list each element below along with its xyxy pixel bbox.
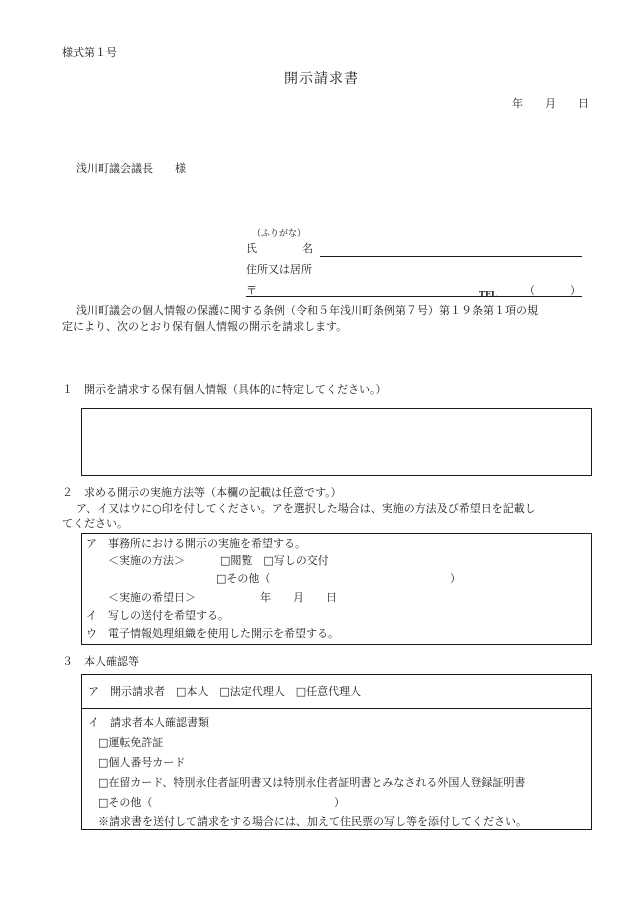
docs-heading: イ 請求者本人確認書類	[88, 716, 209, 729]
intro-line-1: 浅川町議会の個人情報の保護に関する条例（令和５年浅川町条例第７号）第１９条第１項の規	[76, 304, 538, 317]
postal-mark: 〒	[246, 284, 257, 297]
name-label-1: 氏	[246, 242, 257, 255]
option-a[interactable]: ア 事務所における開示の実施を希望する。	[86, 537, 306, 550]
method-choices[interactable]: □閲覧 □写しの交付	[220, 554, 329, 567]
doc-drivers-license[interactable]: □運転免許証	[98, 736, 164, 749]
doc-residence-card[interactable]: □在留カード、特別永住者証明書又は特別永住者証明書とみなされる外国人登録証明書	[98, 776, 526, 789]
option-i[interactable]: イ 写しの送付を希望する。	[86, 609, 229, 622]
option-u[interactable]: ウ 電子情報処理組織を使用した開示を希望する。	[86, 627, 339, 640]
doc-other[interactable]: □その他（	[98, 796, 153, 809]
date-value[interactable]: 年 月 日	[260, 591, 337, 604]
info-request-box[interactable]	[81, 408, 592, 476]
identity-note: ※請求書を送付して請求をする場合には、加えて住民票の写し等を添付してください。	[98, 815, 527, 828]
requester-row[interactable]: ア 開示請求者 □本人 □法定代理人 □任意代理人	[88, 685, 362, 698]
address-field[interactable]	[246, 296, 582, 297]
section1-heading: １ 開示を請求する保有個人情報（具体的に特定してください。）	[62, 383, 387, 396]
name-label-2: 名	[302, 242, 313, 255]
furigana-label: （ふりがな）	[252, 229, 307, 239]
method-label: ＜実施の方法＞	[108, 554, 185, 567]
tel-label: TEL	[479, 289, 497, 299]
tel-paren-open: （	[524, 284, 535, 297]
doc-my-number-card[interactable]: □個人番号カード	[98, 756, 186, 769]
identity-divider	[81, 708, 592, 709]
method-other-close: ）	[450, 572, 461, 585]
method-other[interactable]: □その他（	[216, 572, 271, 585]
section2-instruction-2: てください。	[62, 517, 128, 530]
tel-paren-close: ）	[570, 284, 581, 297]
name-field[interactable]	[320, 256, 582, 257]
section3-heading: ３ 本人確認等	[62, 655, 139, 668]
form-number: 様式第１号	[62, 46, 117, 59]
page-title: 開示請求書	[284, 71, 359, 87]
date-label: ＜実施の希望日＞	[108, 591, 196, 604]
date-line: 年 月 日	[512, 97, 589, 110]
section2-instruction-1: ア、イ又はウに○印を付してください。アを選択した場合は、実施の方法及び希望日を記載し	[76, 502, 536, 515]
intro-line-2: 定により、次のとおり保有個人情報の開示を請求します。	[62, 320, 348, 333]
doc-other-close: ）	[334, 796, 345, 809]
address-label: 住所又は居所	[246, 263, 312, 276]
addressee: 浅川町議会議長 様	[76, 162, 186, 175]
section2-heading: ２ 求める開示の実施方法等（本欄の記載は任意です。）	[62, 486, 342, 499]
